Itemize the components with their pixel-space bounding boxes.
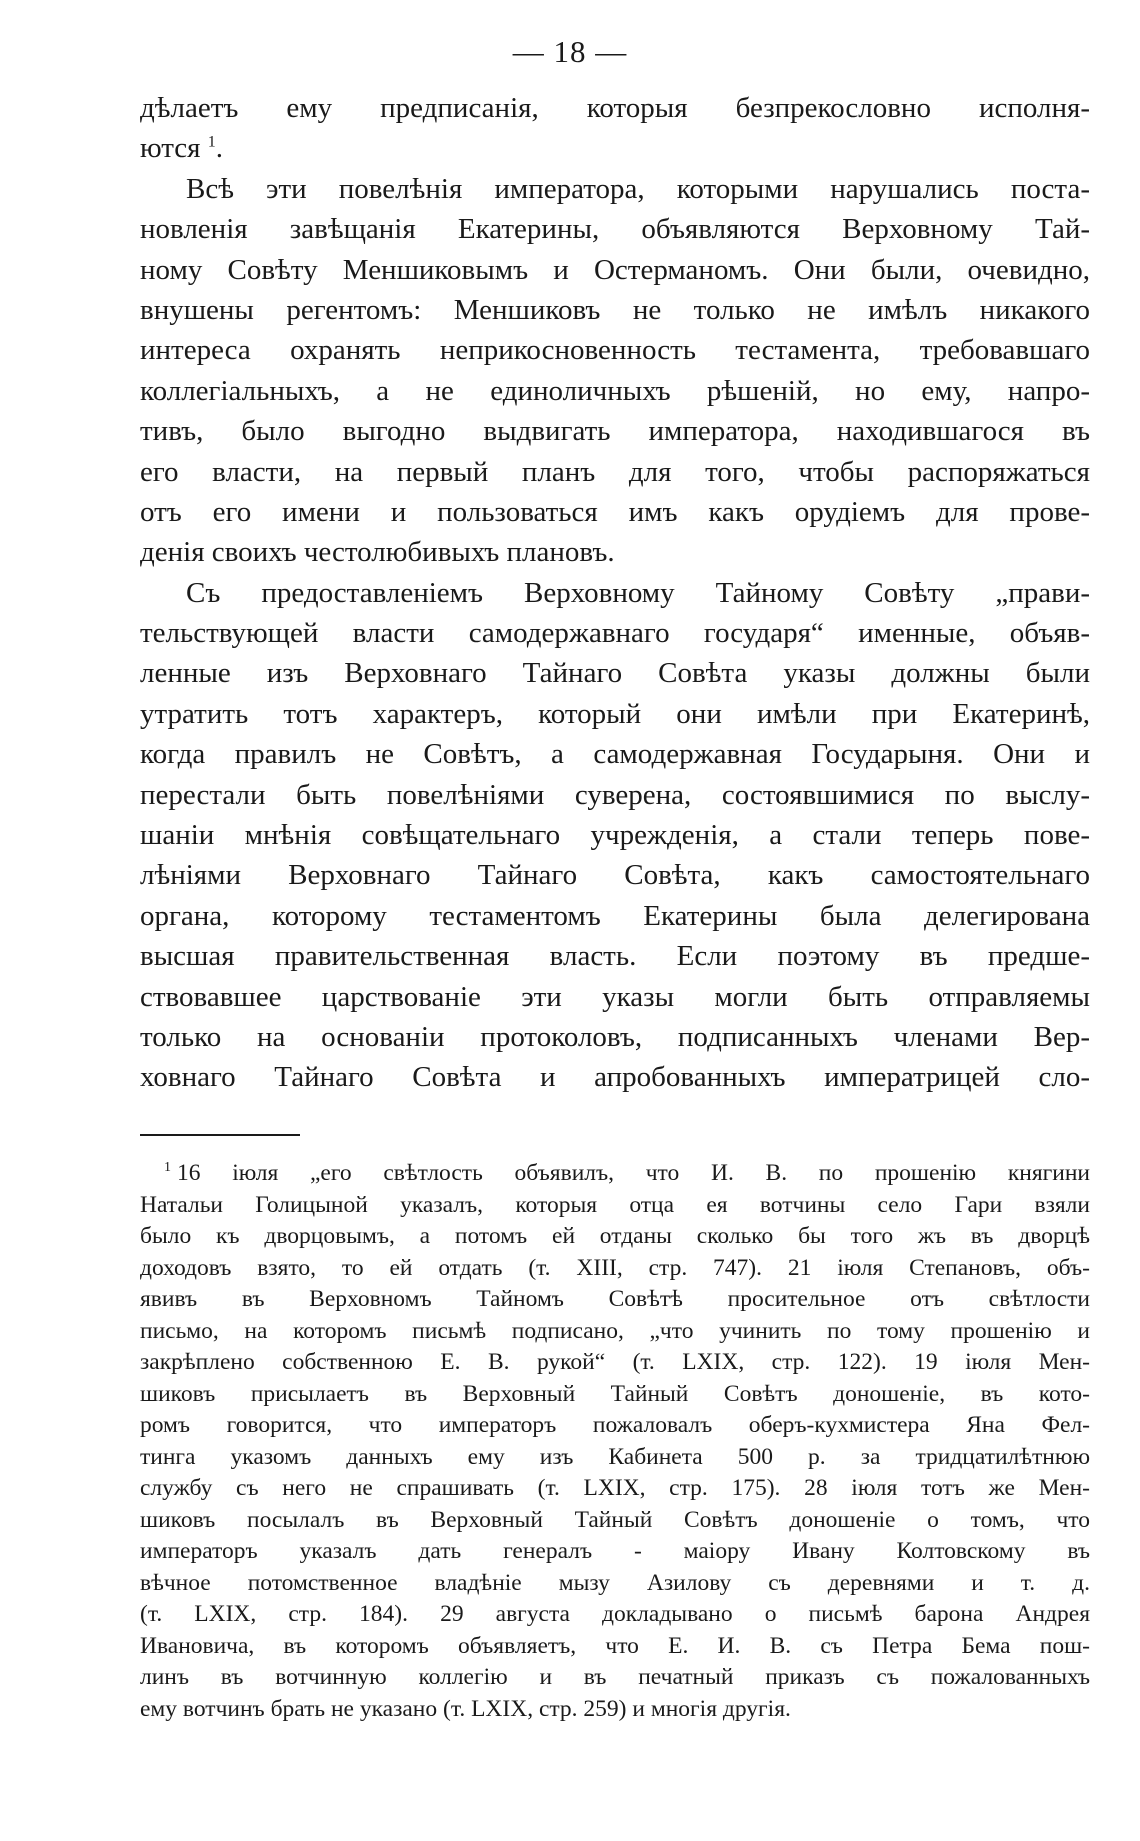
footnote-separator [140,1134,300,1136]
text-line: перестали быть повелѣніями суверена, состоявшимися по выслу- [140,778,1090,811]
text-line: ются $^1$. [140,132,224,165]
page-number: — 18 — [512,34,628,69]
text-line: лѣніями Верховнаго Тайнаго Совѣта, какъ самостоятельнаго [140,859,1090,892]
footnote-line: тинга указомъ данныхъ ему изъ Кабинета 500 р. за тридцатилѣтнюю [140,1443,1090,1470]
text-line: денія своихъ честолюбивыхъ плановъ. [140,536,615,569]
text-line: его власти, на первый планъ для того, чтобы распоряжаться [140,455,1090,488]
main-text [140,88,1090,1098]
text-line: ленные изъ Верховнаго Тайнаго Совѣта указы должны были [140,657,1090,690]
text-line: коллегіальныхъ, а не единоличныхъ рѣшеній, но ему, напро- [140,374,1090,407]
text-line: интереса охранять неприкосновенность тестамента, требовавшаго [140,334,1090,367]
footnote-line: службу съ него не спрашивать (т. LXIX, стр. 175). 28 іюля тотъ же Мен- [140,1475,1090,1501]
text-line: шаніи мнѣнія совѣщательнаго учрежденія, а стали теперь пове- [140,819,1090,852]
text-line: новленія завѣщанія Екатерины, объявляются Верховному Тай- [140,213,1090,246]
text-line: ховнаго Тайнаго Совѣта и апробованныхъ императрицей сло- [140,1061,1090,1094]
footnote-reference: 1 [207,133,216,151]
footnote-line-content: 16 іюля „его свѣтлость объявилъ, что И. В. по прошенію княгини [177,1160,1090,1186]
footnote-line: шиковъ присылаетъ въ Верховный Тайный Совѣтъ доношеніе, въ кото- [140,1380,1090,1407]
footnote-line: закрѣплено собственною Е. В. рукой“ (т. LXIX, стр. 122). 19 іюля Мен- [140,1349,1090,1375]
text-line: дѣлаетъ ему предписанія, которыя безпрекословно исполня- [140,92,1090,124]
text-line: отъ его имени и пользоваться имъ какъ орудіемъ для прове- [140,495,1090,528]
footnote-line: вѣчное потомственное владѣніе мызу Азилову съ деревнями и т. д. [140,1569,1090,1596]
text-line: Съ предоставленіемъ Верховному Тайному Совѣту „прави- [186,576,1090,609]
footnote-line: шиковъ посылалъ въ Верховный Тайный Совѣтъ доношеніе о томъ, что [140,1506,1090,1533]
footnote [140,1158,1090,1725]
footnote-line: явивъ въ Верховномъ Тайномъ Совѣтѣ просительное отъ свѣтлости [140,1286,1090,1312]
text-line: когда правилъ не Совѣтъ, а самодержавная Государыня. Они и [140,738,1090,771]
text-line: ствовавшее царствованіе эти указы могли быть отправляемы [140,980,1090,1013]
text-line-content: ются [140,132,201,165]
text-line: высшая правительственная власть. Если поэтому въ предше- [140,940,1090,973]
footnote-line: императоръ указалъ дать генералъ - маіору Ивану Колтовскому въ [140,1538,1090,1564]
text-line: утратить тотъ характеръ, который они имѣли при Екатеринѣ, [140,697,1090,730]
footnote-line [140,1158,1090,1190]
footnote-mark: 1 [164,1160,171,1176]
footnote-line: письмо, на которомъ письмѣ подписано, „что учинить по тому прошенію и [140,1317,1090,1344]
footnote-line: Ивановича, въ которомъ объявляетъ, что Е. И. В. съ Петра Бема пош- [140,1632,1090,1659]
text-line: тивъ, было выгодно выдвигать императора, находившагося въ [140,415,1090,448]
text-line: ному Совѣту Меншиковымъ и Остерманомъ. Они были, очевидно, [140,253,1090,286]
footnote-line: ему вотчинъ брать не указано (т. LXIX, стр. 259) и многія другія. [140,1695,791,1722]
footnote-line: ромъ говорится, что императоръ пожаловалъ оберъ-кухмистера Яна Фел- [140,1412,1090,1438]
text-line: органа, которому тестаментомъ Екатерины была делегирована [140,899,1090,932]
text-line: Всѣ эти повелѣнія императора, которыми нарушались поста- [186,172,1090,205]
footnote-line: (т. LXIX, стр. 184). 29 августа докладывано о письмѣ барона Андрея [140,1601,1090,1627]
footnote-line: доходовъ взято, то ей отдать (т. XIII, стр. 747). 21 іюля Степановъ, объ- [140,1254,1090,1281]
footnote-line: линъ въ вотчинную коллегію и въ печатный приказъ съ пожалованныхъ [140,1664,1090,1690]
text-line: тельствующей власти самодержавнаго государя“ именные, объяв- [140,617,1090,650]
footnote-line: было къ дворцовымъ, а потомъ ей отданы сколько бы того жъ въ дворцѣ [140,1223,1090,1249]
text-line: только на основаніи протоколовъ, подписанныхъ членами Вер- [140,1020,1090,1053]
text-line: внушены регентомъ: Меншиковъ не только не имѣлъ никакого [140,293,1090,326]
footnote-line: Натальи Голицыной указалъ, которыя отца ея вотчины село Гари взяли [140,1191,1090,1218]
